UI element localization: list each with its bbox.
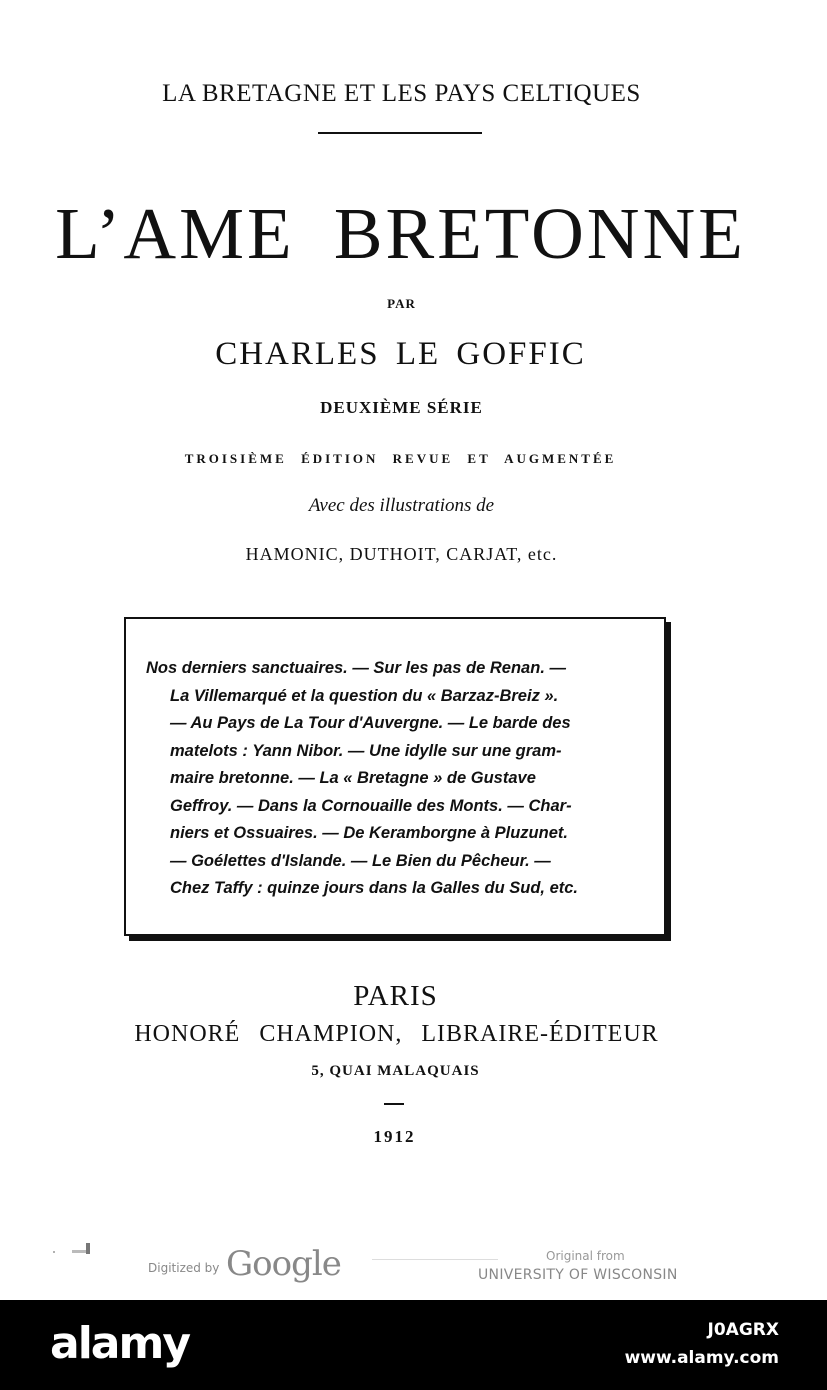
scan-specks-icon: [52, 1240, 102, 1260]
edition-statement: TROISIÈME ÉDITION REVUE ET AUGMENTÉE: [184, 451, 617, 466]
contents-line: Chez Taffy : quinze jours dans la Galles du Sud, etc.: [170, 879, 578, 897]
title-divider: [318, 132, 482, 134]
contents-text: [146, 655, 646, 903]
original-from-label: Original from: [546, 1249, 625, 1263]
main-title: L’AME BRETONNE: [55, 193, 746, 274]
contents-line: Nos derniers sanctuaires. — Sur les pas de Renan. —: [146, 659, 566, 677]
contents-line: Geffroy. — Dans la Cornouaille des Monts. — Char-: [170, 796, 572, 815]
series-number: DEUXIÈME SÉRIE: [320, 398, 483, 417]
source-library: UNIVERSITY OF WISCONSIN: [478, 1267, 678, 1283]
google-logo: Google: [226, 1244, 341, 1284]
contents-line: niers et Ossuaires. — De Keramborgne à Pluzunet.: [170, 824, 568, 842]
author-name: CHARLES LE GOFFIC: [215, 336, 586, 372]
contents-line: maire bretonne. — La « Bretagne » de Gustave: [170, 769, 536, 787]
contents-line: La Villemarqué et la question du « Barzaz-Breiz ».: [170, 686, 559, 705]
illustrators-list: HAMONIC, DUTHOIT, CARJAT, etc.: [245, 544, 558, 564]
illustrations-intro: Avec des illustrations de: [308, 495, 495, 516]
contents-line: matelots : Yann Nibor. — Une idylle sur une gram-: [170, 741, 562, 760]
contents-line: — Au Pays de La Tour d'Auvergne. — Le barde des: [170, 714, 571, 732]
alamy-logo: alamy: [50, 1318, 189, 1369]
site-url: www.alamy.com: [624, 1348, 779, 1368]
stock-watermark-banner: [0, 1300, 827, 1390]
publisher-address: 5, QUAI MALAQUAIS: [311, 1063, 480, 1079]
publisher-name: HONORÉ CHAMPION, LIBRAIRE-ÉDITEUR: [134, 1021, 659, 1047]
footer-divider: [372, 1259, 498, 1260]
by-label: PAR: [387, 296, 416, 311]
year-divider: [384, 1103, 404, 1105]
digitized-by-label: Digitized by: [148, 1261, 220, 1275]
image-id: J0AGRX: [707, 1320, 779, 1340]
series-title: LA BRETAGNE ET LES PAYS CELTIQUES: [162, 80, 641, 107]
publication-city: PARIS: [353, 980, 438, 1012]
contents-box: [124, 617, 666, 936]
publication-year: 1912: [373, 1127, 416, 1146]
contents-line: — Goélettes d'Islande. — Le Bien du Pêcheur. —: [170, 851, 551, 870]
